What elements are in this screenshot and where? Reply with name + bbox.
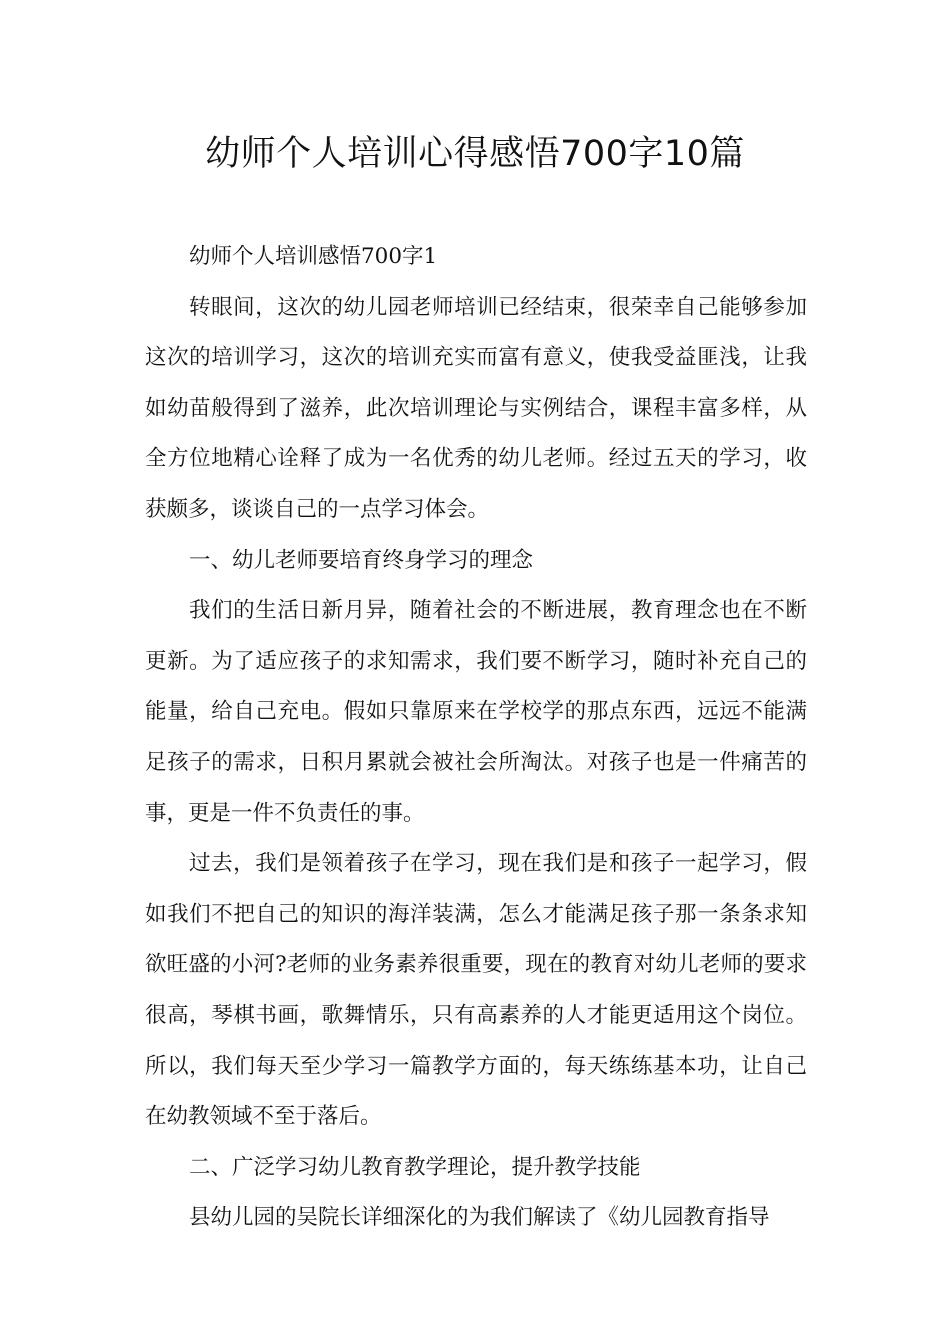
section-heading: 一、幼儿老师要培育终身学习的理念 <box>189 547 534 573</box>
section-heading: 二、广泛学习幼儿教育教学理论，提升教学技能 <box>189 1154 641 1180</box>
document-title: 幼师个人培训心得感悟700字10篇 <box>205 134 745 174</box>
section-heading: 幼师个人培训感悟700字1 <box>189 244 438 269</box>
document-body <box>145 232 807 1244</box>
body-paragraph: 转眼间，这次的幼儿园老师培训已经结束，很荣幸自己能够参加这次的培训学习，这次的培训充实而富有意义，使我受益匪浅，让我如幼苗般得到了滋养，此次培训理论与实例结合，课程丰富多样，从全方位地精心诠释了成为一名优秀的幼儿老师。经过五天的学习，收获颇多，谈谈自己的一点学习体会。 <box>145 294 807 522</box>
body-paragraph: 过去，我们是领着孩子在学习，现在我们是和孩子一起学习，假如我们不把自己的知识的海洋装满，怎么才能满足孩子那一条条求知欲旺盛的小河?老师的业务素养很重要，现在的教育对幼儿老师的要求很高，琴棋书画，歌舞情乐，只有高素养的人才能更适用这个岗位。所以，我们每天至少学习一篇教学方面的，每天练练基本功，让自己在幼教领域不至于落后。 <box>145 851 807 1130</box>
body-paragraph: 县幼儿园的吴院长详细深化的为我们解读了《幼儿园教育指导 <box>189 1205 770 1231</box>
body-paragraph: 我们的生活日新月异，随着社会的不断进展，教育理念也在不断更新。为了适应孩子的求知需求，我们要不断学习，随时补充自己的能量，给自己充电。假如只靠原来在学校学的那点东西，远远不能满足孩子的需求，日积月累就会被社会所淘汰。对孩子也是一件痛苦的事，更是一件不负责任的事。 <box>145 598 807 826</box>
